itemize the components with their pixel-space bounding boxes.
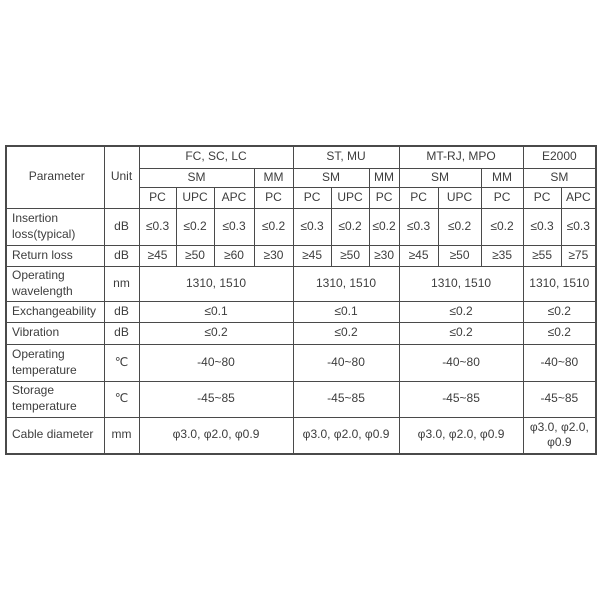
group-header-e2000: E2000	[523, 146, 596, 168]
unit-cell: ℃	[104, 344, 139, 381]
value-cell: -40~80	[139, 344, 293, 381]
value-cell: ≥50	[438, 245, 481, 266]
value-cell: -40~80	[523, 344, 596, 381]
value-cell: -45~85	[139, 381, 293, 417]
param-cell: Return loss	[6, 245, 104, 266]
mode-header: SM	[293, 168, 369, 187]
value-cell: ≤0.2	[139, 322, 293, 344]
row-operating-wavelength	[6, 266, 596, 301]
value-cell: 1310, 1510	[139, 266, 293, 301]
mode-header: SM	[139, 168, 254, 187]
value-cell: ≥75	[561, 245, 596, 266]
value-cell: ≤0.2	[523, 301, 596, 322]
value-cell: -45~85	[523, 381, 596, 417]
polish-header: APC	[561, 187, 596, 208]
value-cell: ≤0.3	[139, 208, 176, 245]
value-cell: ≤0.2	[399, 301, 523, 322]
row-return-loss	[6, 245, 596, 266]
value-cell: ≥35	[481, 245, 523, 266]
group-header-mt-rj-mpo: MT-RJ, MPO	[399, 146, 523, 168]
param-cell: Insertion loss(typical)	[6, 208, 104, 245]
mode-header: MM	[369, 168, 399, 187]
value-cell: ≤0.2	[369, 208, 399, 245]
value-cell: ≤0.3	[561, 208, 596, 245]
value-cell: ≤0.2	[293, 322, 399, 344]
polish-header: PC	[369, 187, 399, 208]
value-cell: ≤0.3	[523, 208, 561, 245]
unit-cell: dB	[104, 245, 139, 266]
value-cell: ≤0.1	[293, 301, 399, 322]
polish-header: PC	[293, 187, 331, 208]
value-cell: ≥45	[139, 245, 176, 266]
unit-cell: mm	[104, 417, 139, 454]
param-cell: Operating temperature	[6, 344, 104, 381]
polish-header: PC	[139, 187, 176, 208]
value-cell: 1310, 1510	[293, 266, 399, 301]
value-cell: ≤0.2	[481, 208, 523, 245]
row-storage-temperature	[6, 381, 596, 417]
value-cell: -45~85	[399, 381, 523, 417]
value-cell: ≤0.2	[523, 322, 596, 344]
value-cell: -40~80	[399, 344, 523, 381]
group-header-st-mu: ST, MU	[293, 146, 399, 168]
mode-header: MM	[481, 168, 523, 187]
group-header-fc-sc-lc: FC, SC, LC	[139, 146, 293, 168]
value-cell: ≥45	[399, 245, 438, 266]
value-cell: φ3.0, φ2.0, φ0.9	[399, 417, 523, 454]
polish-header: PC	[254, 187, 293, 208]
value-cell: -40~80	[293, 344, 399, 381]
header-parameter: Parameter	[6, 146, 104, 208]
param-cell: Cable diameter	[6, 417, 104, 454]
value-cell: 1310, 1510	[523, 266, 596, 301]
polish-header: PC	[523, 187, 561, 208]
value-cell: ≥30	[369, 245, 399, 266]
value-cell: ≥50	[176, 245, 214, 266]
polish-header: UPC	[438, 187, 481, 208]
row-insertion-loss	[6, 208, 596, 245]
value-cell: ≥45	[293, 245, 331, 266]
value-cell: ≤0.1	[139, 301, 293, 322]
mode-header: SM	[399, 168, 481, 187]
value-cell: φ3.0, φ2.0, φ0.9	[523, 417, 596, 454]
polish-header: PC	[399, 187, 438, 208]
row-cable-diameter	[6, 417, 596, 454]
param-cell: Operating wavelength	[6, 266, 104, 301]
value-cell: ≤0.2	[254, 208, 293, 245]
value-cell: φ3.0, φ2.0, φ0.9	[293, 417, 399, 454]
value-cell: ≤0.3	[293, 208, 331, 245]
row-operating-temperature	[6, 344, 596, 381]
value-cell: φ3.0, φ2.0, φ0.9	[139, 417, 293, 454]
value-cell: ≤0.2	[331, 208, 369, 245]
value-cell: ≥30	[254, 245, 293, 266]
mode-header: MM	[254, 168, 293, 187]
value-cell: 1310, 1510	[399, 266, 523, 301]
mode-header: SM	[523, 168, 596, 187]
value-cell: ≤0.3	[214, 208, 254, 245]
connector-spec-table	[5, 145, 597, 455]
param-cell: Exchangeability	[6, 301, 104, 322]
unit-cell: dB	[104, 301, 139, 322]
value-cell: -45~85	[293, 381, 399, 417]
unit-cell: nm	[104, 266, 139, 301]
value-cell: ≥60	[214, 245, 254, 266]
row-vibration	[6, 322, 596, 344]
row-exchangeability	[6, 301, 596, 322]
value-cell: ≥50	[331, 245, 369, 266]
value-cell: ≤0.3	[399, 208, 438, 245]
polish-header: APC	[214, 187, 254, 208]
polish-header: UPC	[176, 187, 214, 208]
value-cell: ≤0.2	[399, 322, 523, 344]
param-cell: Vibration	[6, 322, 104, 344]
value-cell: ≥55	[523, 245, 561, 266]
header-row-groups	[6, 146, 596, 168]
polish-header: UPC	[331, 187, 369, 208]
value-cell: ≤0.2	[438, 208, 481, 245]
header-unit: Unit	[104, 146, 139, 208]
param-cell: Storage temperature	[6, 381, 104, 417]
polish-header: PC	[481, 187, 523, 208]
unit-cell: ℃	[104, 381, 139, 417]
unit-cell: dB	[104, 322, 139, 344]
value-cell: ≤0.2	[176, 208, 214, 245]
unit-cell: dB	[104, 208, 139, 245]
